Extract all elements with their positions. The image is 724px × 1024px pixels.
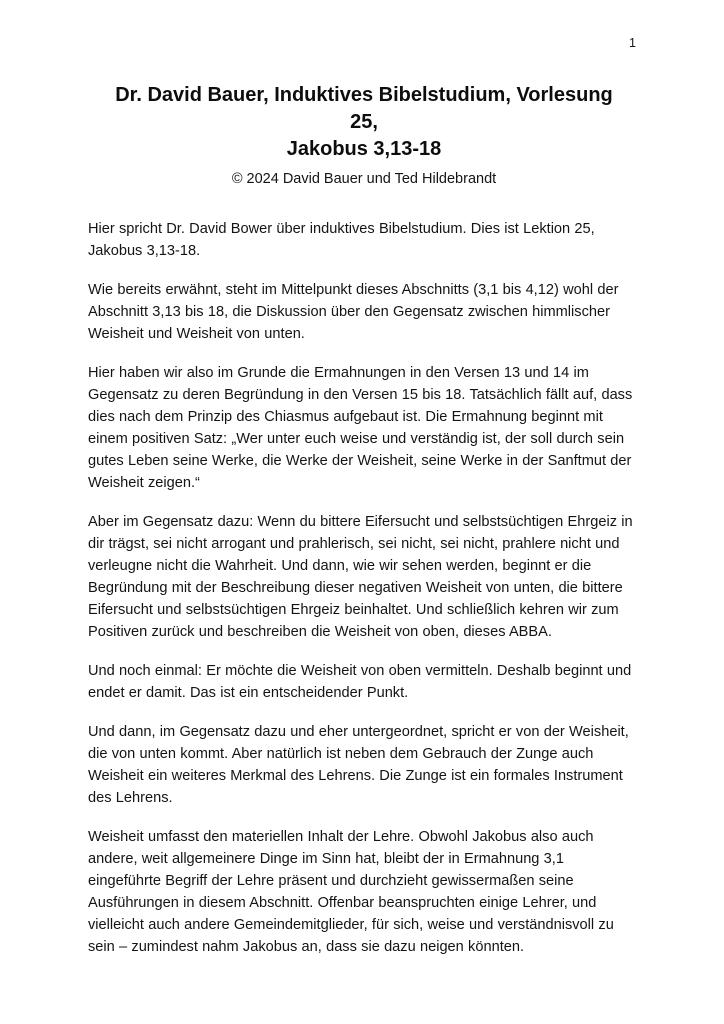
paragraph: Aber im Gegensatz dazu: Wenn du bittere Eifersucht und selbstsüchtigen Ehrgeiz in dir trägst, sei nicht arrogant und prahlerisch, sei nicht, sei nicht, prahlere nicht und verleugne nicht die Wahrheit. Und dann, wie wir sehen werden, beginnt er die Begründung mit der Beschreibung dieser negativen Weisheit von unten, die bittere Eifersucht und selbstsüchtigen Ehrgeiz beinhaltet. Und schließlich kehren wir zum Positiven zurück und beschreiben die Weisheit von oben, dieses ABBA. xyxy=(88,514,633,640)
document-title xyxy=(88,82,640,163)
paragraph: Weisheit umfasst den materiellen Inhalt der Lehre. Obwohl Jakobus also auch andere, weit allgemeinere Dinge im Sinn hat, bleibt der in Ermahnung 3,1 eingeführte Begriff der Lehre präsent und durchzieht gewissermaßen seine Ausführungen in diesem Abschnitt. Offenbar beanspruchten einige Lehrer, und vielleicht auch andere Gemeindemitglieder, für sich, weise und verständnisvoll zu sein – zumindest nahm Jakobus an, dass sie dazu neigen könnten. xyxy=(88,829,614,955)
title-line-3: Jakobus 3,13-18 xyxy=(286,138,442,160)
paragraph: Hier spricht Dr. David Bower über induktives Bibelstudium. Dies ist Lektion 25, Jakobus 3,13-18. xyxy=(88,221,595,259)
paragraph: Wie bereits erwähnt, steht im Mittelpunkt dieses Abschnitts (3,1 bis 4,12) wohl der Abschnitt 3,13 bis 18, die Diskussion über den Gegensatz zwischen himmlischer Weisheit und Weisheit von unten. xyxy=(88,282,619,342)
paragraph: Und noch einmal: Er möchte die Weisheit von oben vermitteln. Deshalb beginnt und endet er damit. Das ist ein entscheidender Punkt. xyxy=(88,663,632,701)
paragraph: Und dann, im Gegensatz dazu und eher untergeordnet, spricht er von der Weisheit, die von unten kommt. Aber natürlich ist neben dem Gebrauch der Zunge auch Weisheit ein weiteres Merkmal des Lehrens. Die Zunge ist ein formales Instrument des Lehrens. xyxy=(88,724,629,806)
title-line-1: Dr. David Bauer, Induktives Bibelstudium, Vorlesung xyxy=(115,84,613,106)
page-number: 1 xyxy=(629,36,636,50)
title-line-2: 25, xyxy=(350,111,378,133)
document-body xyxy=(88,218,640,958)
paragraph: Hier haben wir also im Grunde die Ermahnungen in den Versen 13 und 14 im Gegensatz zu deren Begründung in den Versen 15 bis 18. Tatsächlich fällt auf, dass dies nach dem Prinzip des Chiasmus aufgebaut ist. Die Ermahnung beginnt mit einem positiven Satz: „Wer unter euch weise und verständig ist, der soll durch sein gutes Leben seine Werke, die Werke der Weisheit, seine Werke in der Sanftmut der Weisheit zeigen.“ xyxy=(88,365,633,491)
copyright-line: © 2024 David Bauer und Ted Hildebrandt xyxy=(231,171,497,187)
